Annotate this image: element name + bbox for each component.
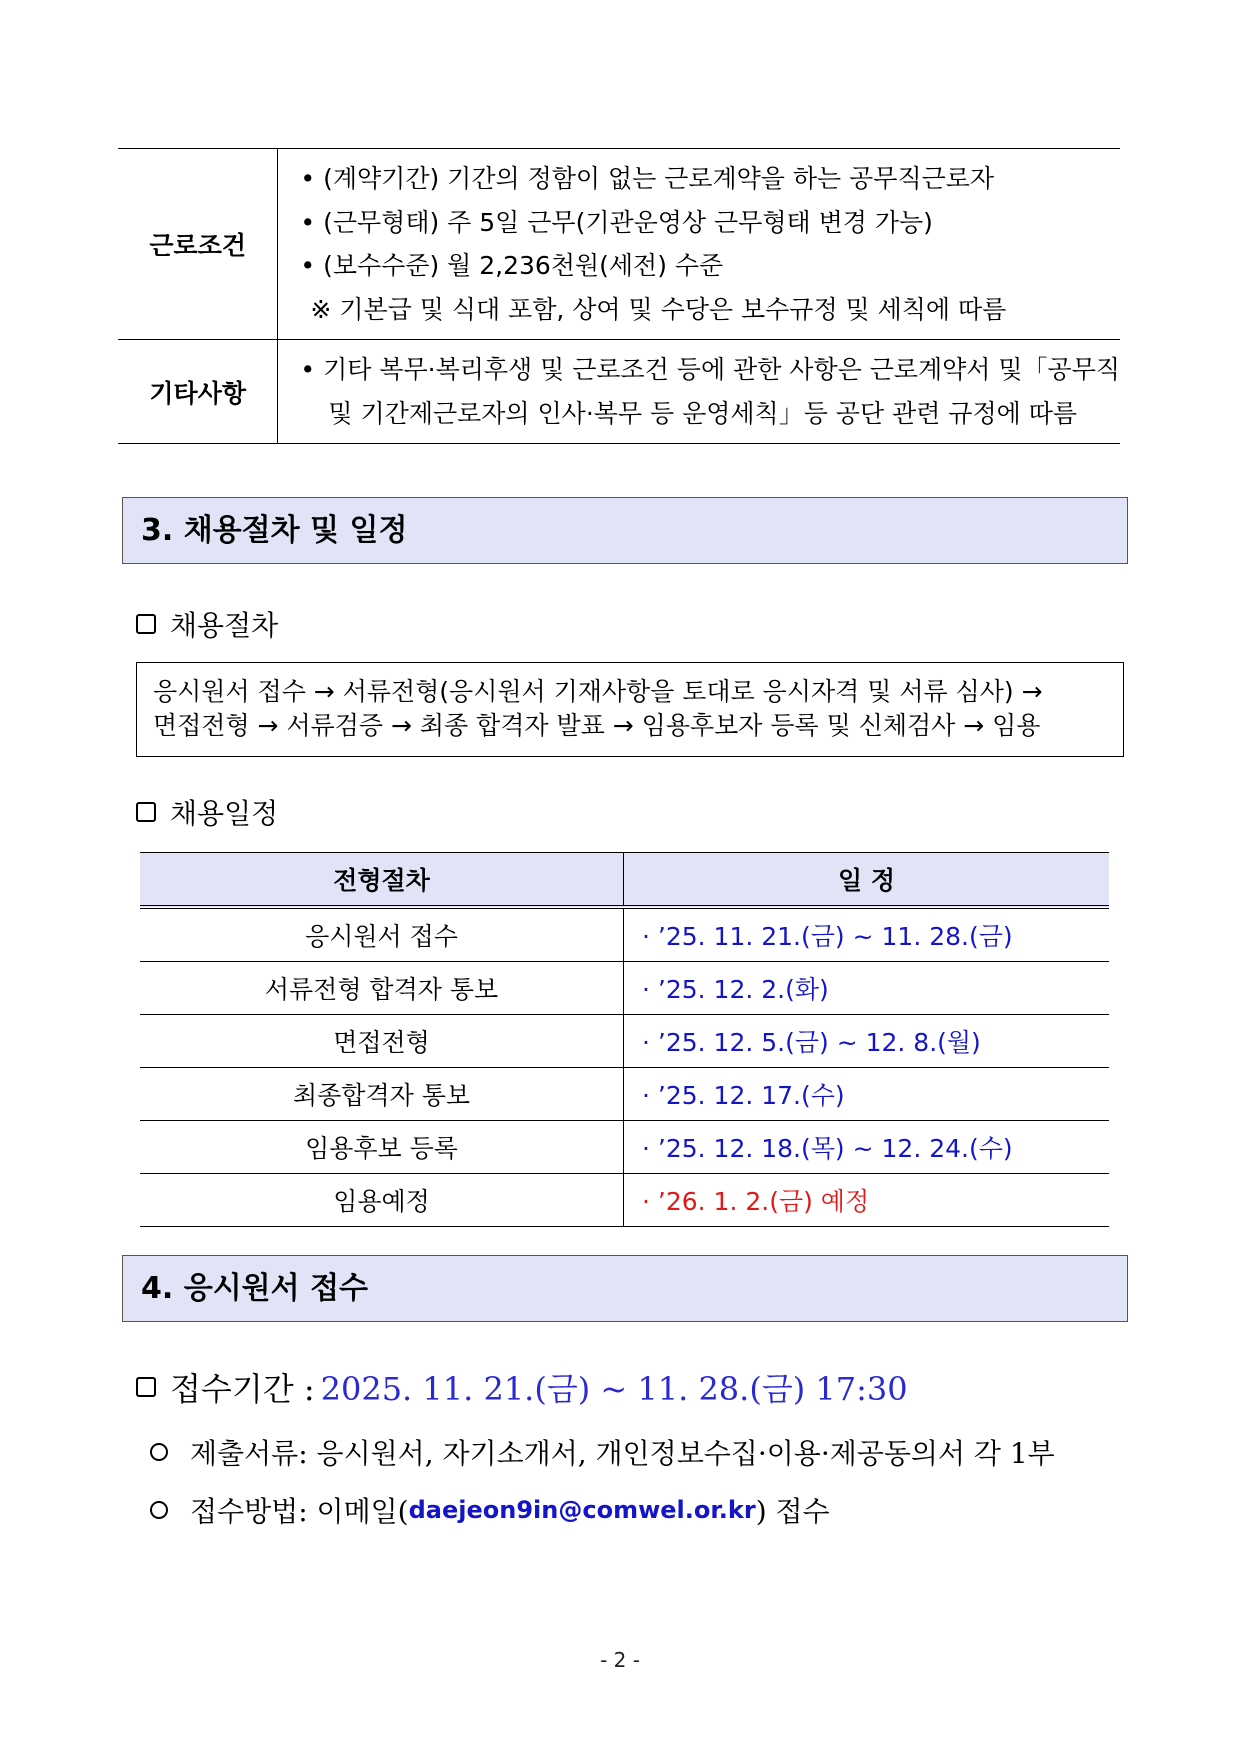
checkbox-icon xyxy=(136,1377,156,1397)
schedule-header-row xyxy=(140,853,1109,908)
other-matters-content xyxy=(278,340,1120,444)
schedule-header-step: 전형절차 xyxy=(140,853,624,908)
method-prefix: 접수방법: 이메일( xyxy=(190,1495,409,1528)
schedule-date-planned: · ’26. 1. 2.(금) 예정 xyxy=(624,1174,1110,1227)
process-heading-text: 채용절차 xyxy=(170,609,279,642)
application-period xyxy=(136,1364,908,1410)
submission-method xyxy=(150,1490,830,1530)
schedule-date: · ’25. 12. 17.(수) xyxy=(624,1068,1110,1121)
label-other-matters: 기타사항 xyxy=(118,340,278,444)
schedule-step: 응시원서 접수 xyxy=(140,907,624,962)
conditions-row-other xyxy=(118,340,1120,444)
section-3-header: 3. 채용절차 및 일정 xyxy=(122,497,1128,564)
label-work-conditions: 근로조건 xyxy=(118,149,278,340)
work-condition-line: • (근무형태) 주 5일 근무(기관운영상 근무형태 변경 가능) xyxy=(300,207,933,237)
schedule-step: 면접전형 xyxy=(140,1015,624,1068)
page-number: - 2 - xyxy=(600,1648,640,1672)
other-matters-line: • 기타 복무·복리후생 및 근로조건 등에 관한 사항은 근로계약서 및「공무직 xyxy=(300,355,1120,384)
table-row xyxy=(140,907,1109,962)
period-value: 2025. 11. 21.(금) ~ 11. 28.(금) 17:30 xyxy=(320,1370,908,1408)
circle-bullet-icon xyxy=(150,1443,168,1461)
schedule-step: 서류전형 합격자 통보 xyxy=(140,962,624,1015)
process-flow-box xyxy=(136,662,1124,757)
schedule-date: · ’25. 12. 18.(목) ~ 12. 24.(수) xyxy=(624,1121,1110,1174)
period-label: 접수기간 : xyxy=(170,1370,315,1408)
method-suffix: ) 접수 xyxy=(755,1495,830,1528)
process-line: 면접전형 → 서류검증 → 최종 합격자 발표 → 임용후보자 등록 및 신체검사 → 임용 xyxy=(153,711,1041,740)
schedule-date: · ’25. 11. 21.(금) ~ 11. 28.(금) xyxy=(624,907,1110,962)
documents-text: 제출서류: 응시원서, 자기소개서, 개인정보수집·이용·제공동의서 각 1부 xyxy=(190,1437,1055,1470)
schedule-heading-text: 채용일정 xyxy=(170,797,279,830)
other-matters-line: 및 기간제근로자의 인사·복무 등 운영세칙」등 공단 관련 규정에 따름 xyxy=(328,398,1077,428)
conditions-table xyxy=(118,148,1120,444)
schedule-header-date: 일 정 xyxy=(624,853,1110,908)
table-row xyxy=(140,1068,1109,1121)
schedule-date: · ’25. 12. 2.(화) xyxy=(624,962,1110,1015)
checkbox-icon xyxy=(136,802,156,822)
schedule-step: 임용후보 등록 xyxy=(140,1121,624,1174)
table-row xyxy=(140,962,1109,1015)
process-heading xyxy=(136,604,278,644)
table-row xyxy=(140,1174,1109,1227)
work-condition-line: • (보수수준) 월 2,236천원(세전) 수준 xyxy=(300,251,724,280)
work-condition-line: • (계약기간) 기간의 정함이 없는 근로계약을 하는 공무직근로자 xyxy=(300,164,995,193)
submission-documents xyxy=(150,1432,1055,1472)
work-condition-note: ※ 기본급 및 식대 포함, 상여 및 수당은 보수규정 및 세칙에 따름 xyxy=(310,294,1007,324)
checkbox-icon xyxy=(136,614,156,634)
schedule-table xyxy=(140,852,1109,1227)
schedule-date: · ’25. 12. 5.(금) ~ 12. 8.(월) xyxy=(624,1015,1110,1068)
schedule-step: 최종합격자 통보 xyxy=(140,1068,624,1121)
circle-bullet-icon xyxy=(150,1501,168,1519)
section-4-header: 4. 응시원서 접수 xyxy=(122,1255,1128,1322)
email-link[interactable]: daejeon9in@comwel.or.kr xyxy=(408,1496,756,1524)
work-conditions-content xyxy=(278,149,1120,340)
process-line: 응시원서 접수 → 서류전형(응시원서 기재사항을 토대로 응시자격 및 서류 심사) → xyxy=(153,677,1043,706)
conditions-row-work xyxy=(118,149,1120,340)
schedule-heading xyxy=(136,792,278,832)
schedule-step: 임용예정 xyxy=(140,1174,624,1227)
table-row xyxy=(140,1121,1109,1174)
table-row xyxy=(140,1015,1109,1068)
